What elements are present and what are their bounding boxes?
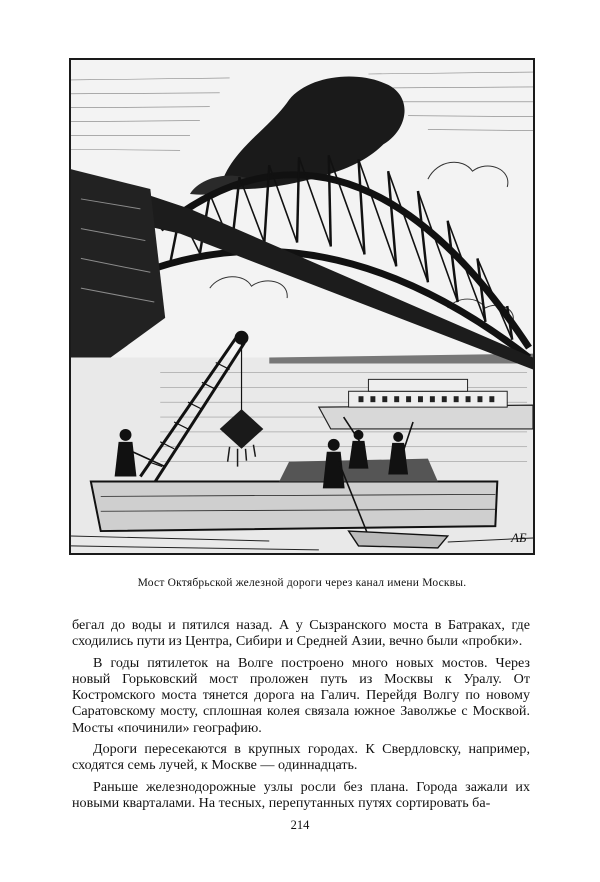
paragraph-2: В годы пятилеток на Волге построено много новых мостов. Через новый Горьковский мост проложен путь из Москвы к Уралу. От Костромского моста тянется дорога на Галич. Перейдя Волгу по новому Саратовскому мосту, сплошная колея связала южное Заволжье с Москвой. Мосты «починили» географию. — [72, 654, 530, 736]
artist-monogram: АБ — [511, 530, 527, 545]
paragraph-4: Раньше железнодорожные узлы росли без плана. Города зажали их новыми кварталами. На тесных, перепутанных путях сортировать ба- — [72, 778, 530, 811]
bridge-engraving — [71, 60, 533, 553]
figure-caption: Мост Октябрьской железной дороги через канал имени Москвы. — [137, 577, 467, 589]
paragraph-3: Дороги пересекаются в крупных городах. К Свердловску, например, сходятся семь лучей, к Москве — одиннадцать. — [72, 741, 530, 774]
bridge-illustration — [69, 58, 535, 555]
body-text — [72, 617, 530, 816]
paragraph-1: бегал до воды и пятился назад. А у Сызранского моста в Батраках, где сходились пути из Центра, Сибири и Средней Азии, вечно были «пробки». — [72, 617, 530, 650]
page-number: 214 — [290, 818, 310, 832]
